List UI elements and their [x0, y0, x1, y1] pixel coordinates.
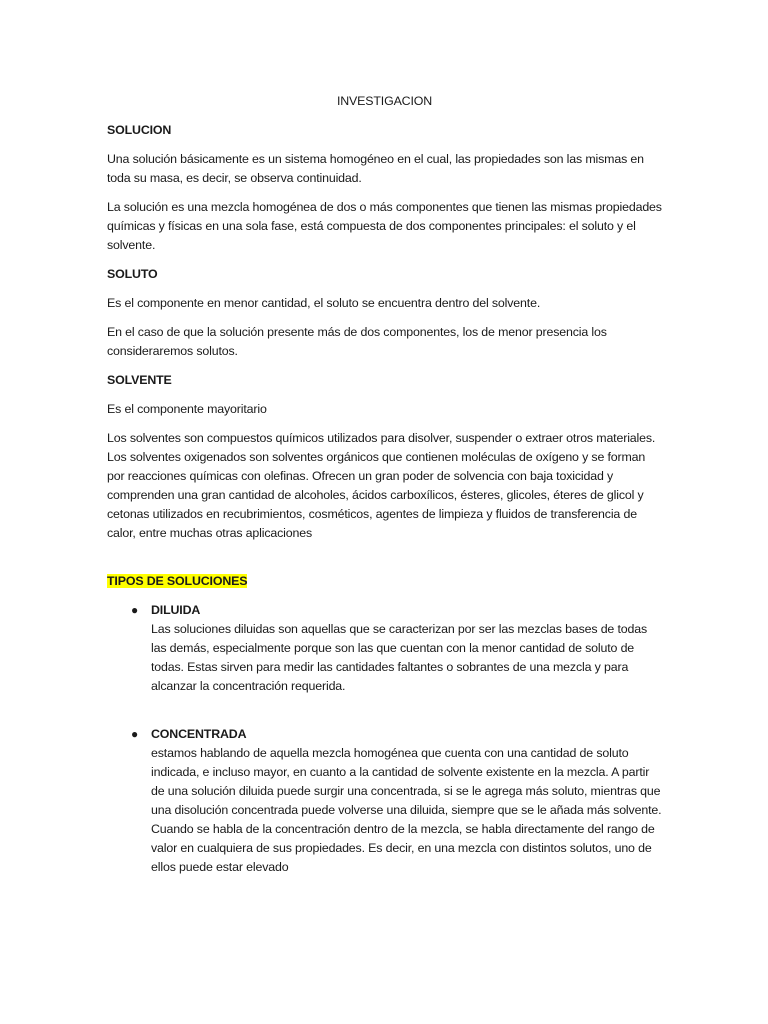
tipos-list — [107, 601, 662, 877]
list-item-body: Las soluciones diluidas son aquellas que se caracterizan por ser las mezclas bases de todas las demás, especialmente porque son las que cuentan con la menor cantidad de soluto de todas. Estas sirven para medir las cantidades faltantes o sobrantes de una mezcla y para alcanzar la concentración requerida. — [151, 622, 648, 693]
list-item-body: estamos hablando de aquella mezcla homogénea que cuenta con una cantidad de soluto indicada, e incluso mayor, en cuanto a la cantidad de solvente existente en la mezcla. A partir de una solución diluida puede surgir una concentrada, si se le agrega más soluto, mientras que una disolución concentrada puede volverse una diluida, siempre que se le añada más solvente. Cuando se habla de la concentración dentro de la mezcla, se habla directamente del rango de valor en cualquiera de sus propiedades. Es decir, en una mezcla con distintos solutos, uno de ellos puede estar elevado — [151, 746, 662, 874]
list-item-concentrada — [107, 725, 662, 877]
heading-soluto: SOLUTO — [107, 267, 158, 281]
list-item-title: DILUIDA — [151, 603, 201, 617]
heading-solucion: SOLUCION — [107, 123, 172, 137]
paragraph-solucion-1: Una solución básicamente es un sistema homogéneo en el cual, las propiedades son las mismas en toda su masa, es decir, se observa continuidad. — [107, 152, 644, 185]
paragraph-solvente-2: Los solventes son compuestos químicos utilizados para disolver, suspender o extraer otros materiales. Los solventes oxigenados son solventes orgánicos que contienen moléculas de oxígeno y se forman por reacciones químicas con olefinas. Ofrecen un gran poder de solvencia con baja toxicidad y comprenden una gran cantidad de alcoholes, ácidos carboxílicos, ésteres, glicoles, éteres de glicol y cetonas utilizados en recubrimientos, cosméticos, agentes de limpieza y fluidos de transferencia de calor, entre muchas otras aplicaciones — [107, 431, 656, 540]
paragraph-soluto-1: Es el componente en menor cantidad, el soluto se encuentra dentro del solvente. — [107, 296, 541, 310]
heading-tipos-de-soluciones — [107, 572, 662, 591]
paragraph-soluto-2: En el caso de que la solución presente más de dos componentes, los de menor presencia los consideraremos solutos. — [107, 325, 607, 358]
heading-solvente: SOLVENTE — [107, 373, 172, 387]
document-title: INVESTIGACION — [336, 94, 433, 108]
bullet-dot-icon: ● — [131, 727, 139, 741]
paragraph-solvente-1: Es el componente mayoritario — [107, 402, 267, 416]
blank-line — [151, 696, 662, 715]
highlighted-heading-text: TIPOS DE SOLUCIONES — [107, 574, 248, 588]
blank-line — [107, 553, 662, 572]
document-body — [107, 92, 662, 887]
paragraph-solucion-2: La solución es una mezcla homogénea de dos o más componentes que tienen las mismas propiedades químicas y físicas en una sola fase, está compuesta de dos componentes principales: el soluto y el solvente. — [107, 200, 662, 252]
list-item-title: CONCENTRADA — [151, 727, 247, 741]
bullet-dot-icon: ● — [131, 603, 139, 617]
list-item-diluida — [107, 601, 662, 715]
